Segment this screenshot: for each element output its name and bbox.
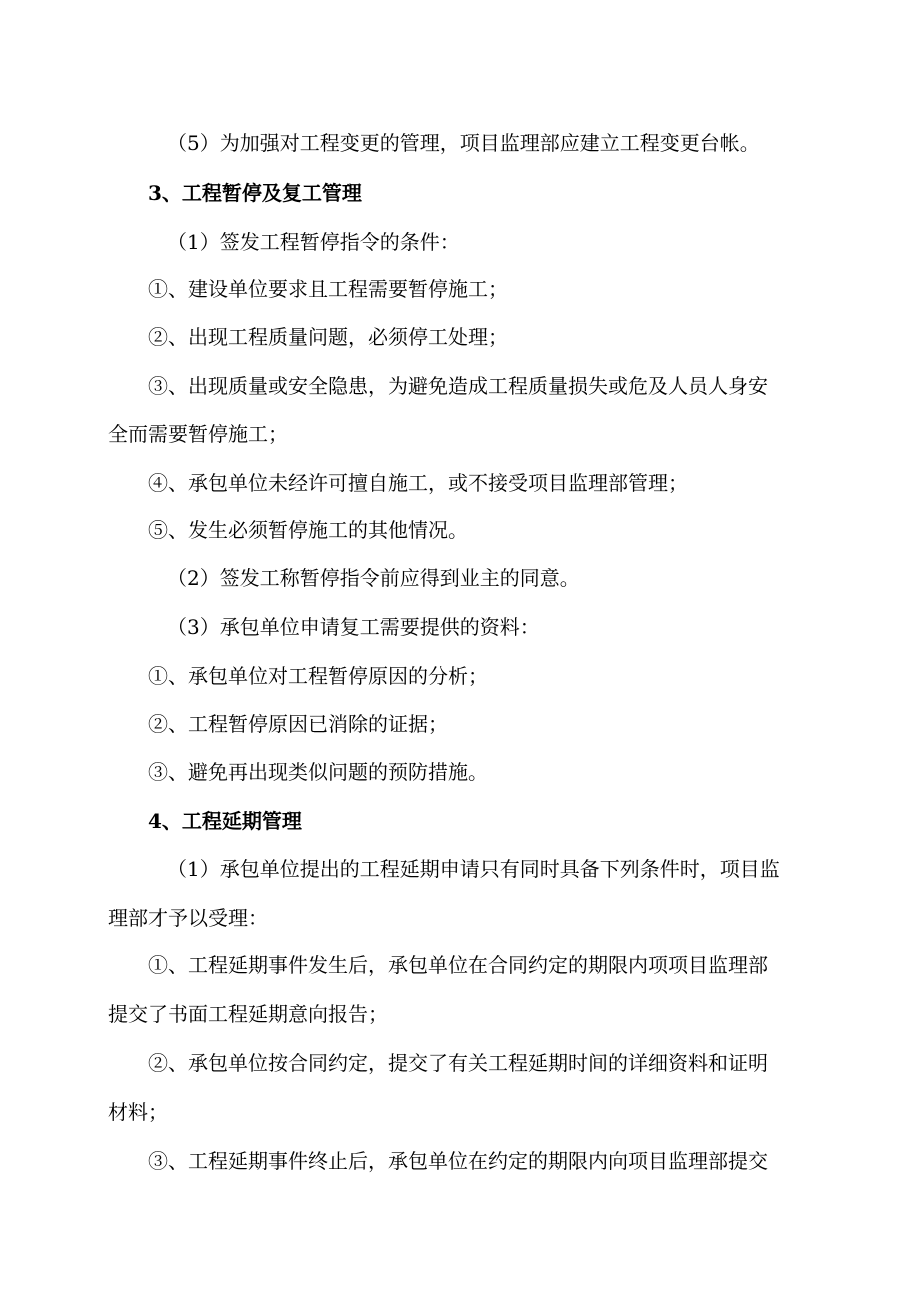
list-item: ⑤、发生必须暂停施工的其他情况。 bbox=[148, 518, 468, 542]
list-item: ③、工程延期事件终止后，承包单位在约定的期限内向项目监理部提交 bbox=[148, 1149, 768, 1173]
section-heading-extension: 4、工程延期管理 bbox=[148, 809, 302, 833]
paragraph-change-ledger: （5）为加强对工程变更的管理，项目监理部应建立工程变更台帐。 bbox=[167, 131, 760, 155]
section-heading-suspension: 3、工程暂停及复工管理 bbox=[148, 181, 362, 205]
list-item: ①、建设单位要求且工程需要暂停施工； bbox=[148, 277, 508, 301]
list-item-continuation: 材料； bbox=[108, 1100, 168, 1124]
paragraph-resumption-materials: （3）承包单位申请复工需要提供的资料： bbox=[167, 615, 540, 639]
list-item: ④、承包单位未经许可擅自施工，或不接受项目监理部管理； bbox=[148, 471, 688, 495]
list-item: ①、工程延期事件发生后，承包单位在合同约定的期限内项项目监理部 bbox=[148, 953, 768, 977]
paragraph-suspension-conditions: （1）签发工程暂停指令的条件： bbox=[167, 230, 460, 254]
list-item: ③、避免再出现类似问题的预防措施。 bbox=[148, 760, 488, 784]
list-item-continuation: 提交了书面工程延期意向报告； bbox=[108, 1002, 388, 1026]
list-item: ①、承包单位对工程暂停原因的分析； bbox=[148, 664, 488, 688]
list-item: ②、工程暂停原因已消除的证据； bbox=[148, 712, 448, 736]
paragraph-owner-consent: （2）签发工称暂停指令前应得到业主的同意。 bbox=[167, 566, 580, 590]
list-item: ③、出现质量或安全隐患，为避免造成工程质量损失或危及人员人身安 bbox=[148, 374, 768, 398]
paragraph-continuation: 理部才予以受理： bbox=[108, 906, 268, 930]
list-item: ②、出现工程质量问题，必须停工处理； bbox=[148, 325, 508, 349]
paragraph-extension-conditions: （1）承包单位提出的工程延期申请只有同时具备下列条件时，项目监 bbox=[167, 857, 780, 881]
list-item-continuation: 全而需要暂停施工； bbox=[108, 422, 288, 446]
list-item: ②、承包单位按合同约定，提交了有关工程延期时间的详细资料和证明 bbox=[148, 1051, 768, 1075]
